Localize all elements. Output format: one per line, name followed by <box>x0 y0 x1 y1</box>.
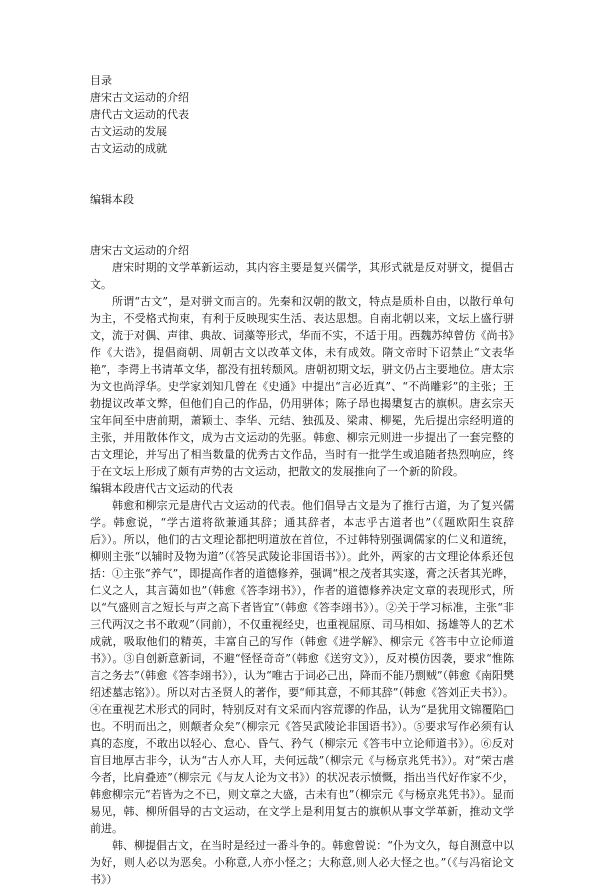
paragraph: 唐宋时期的文学革新运动，其内容主要是复兴儒学，其形式就是反对骈文，提倡古文。 <box>90 261 514 291</box>
spacer <box>90 157 514 191</box>
toc-item[interactable]: 古文运动的成就 <box>90 142 167 155</box>
edit-section-label[interactable]: 编辑本段 <box>90 193 134 206</box>
paragraph: 韩、柳提倡古文，在当时是经过一番斗争的。韩愈曾说：“仆为文久，每自测意中以为好，则人必以为恶矣。小称意,人亦小怪之；大称意,则人必大怪之也。”（《与冯宿论文书》） <box>90 839 514 886</box>
paragraph: 韩愈和柳宗元是唐代古文运动的代表。他们倡导古文是为了推行古道，为了复兴儒学。韩愈说，“学古道将欲兼通其辞；通其辞者，本志乎古道者也”（《题欧阳生哀辞后》）。所以，他们的古文理论都把明道放在首位，不过韩特别强调儒家的仁义和道统，柳则主张“以辅时及物为道”（《答吴武陵论非国语书》）。此外，两家的古文理论体系还包括：①主张“养气”，即提高作者的道德修养，强调“根之茂者其实遂，膏之沃者其光晔，仁义之人，其言蔼如也”（韩愈《答李翊书》），作者的道德修养决定文章的表现形式，所以“气盛则言之短长与声之高下者皆宜”（韩愈《答李翊书》）。②关于学习标准，主张“非三代两汉之书不敢观”（同前），不仅重视经史，也重视屈原、司马相如、扬雄等人的艺术成就，吸取他们的精英，丰富自己的写作（韩愈《进学解》、柳宗元《答韦中立论师道书》）。③自创新意新词，不避“怪怪奇奇”（韩愈《送穷文》），反对模仿因袭，要求“惟陈言之务去”（韩愈《答李翊书》），认为“唯古于词必己出，降而不能乃剽贼”（韩愈《南阳樊绍述墓志铭》）。所以对古圣贤人的著作，要“师其意，不师其辞”（韩愈《答刘正夫书》）。④在重视艺术形式的同时，特别反对有文采而内容荒谬的作品，认为“是犹用文锦覆陷□也。不明而出之，则颠者众矣”（柳宗元《答吴武陵论非国语书》）。⑤要求写作必须有认真的态度，不敢出以轻心、怠心、昏气、矜气（柳宗元《答韦中立论师道书》）。⑥反对盲目地厚古非今，认为“古人亦人耳，夫何远哉”（柳宗元《与杨京兆凭书》）。对“荣古虐今者，比肩叠迹”（柳宗元《与友人论为文书》）的状况表示愤慨，指出当代好作家不少，韩愈柳宗元“若皆为之不已，则文章之大盛，古未有也”（柳宗元《与杨京兆凭书》）。显而易见，韩、柳所倡导的古文运动，在文学上是利用复古的旗帜从事文学革新，推动文学前进。 <box>90 499 514 835</box>
toc-item[interactable]: 唐宋古文运动的介绍 <box>90 91 189 104</box>
paragraph: 所谓“古文”，是对骈文而言的。先秦和汉朝的散文，特点是质朴自由，以散行单句为主，不受格式拘束，有利于反映现实生活、表达思想。自南北朝以来，文坛上盛行骈文，流于对偶、声律、典故、词藻等形式，华而不实，不适于用。西魏苏绰曾仿《尚书》作《大诰》，提倡商朝、周朝古文以改革文体，未有成效。隋文帝时下诏禁止“文表华艳”，李谔上书请革文华，都没有扭转颓风。唐朝初期文坛，骈文仍占主要地位。唐太宗为文也尚浮华。史学家刘知几曾在《史通》中提出“言必近真”、“不尚雕彩”的主张；王勃提议改革文弊，但他们自己的作品，仍用骈体；陈子昂也揭橥复古的旗帜。唐玄宗天宝年间至中唐前期，萧颖士、李华、元结、独孤及、梁肃、柳冕，先后提出宗经明道的主张，并用散体作文，成为古文运动的先驱。韩愈、柳宗元则进一步提出了一套完整的古文理论，并写出了相当数量的优秀古文作品，当时有一批学生或追随者热烈响应，终于在文坛上形成了颇有声势的古文运动，把散文的发展推向了一个新的阶段。 <box>90 295 514 478</box>
toc-title: 目录 <box>90 74 112 87</box>
document-page <box>90 72 514 888</box>
section-title: 编辑本段唐代古文运动的代表 <box>90 482 233 495</box>
spacer <box>90 208 514 242</box>
toc-item[interactable]: 古文运动的发展 <box>90 125 167 138</box>
section-title: 唐宋古文运动的介绍 <box>90 244 189 257</box>
toc-item[interactable]: 唐代古文运动的代表 <box>90 108 189 121</box>
